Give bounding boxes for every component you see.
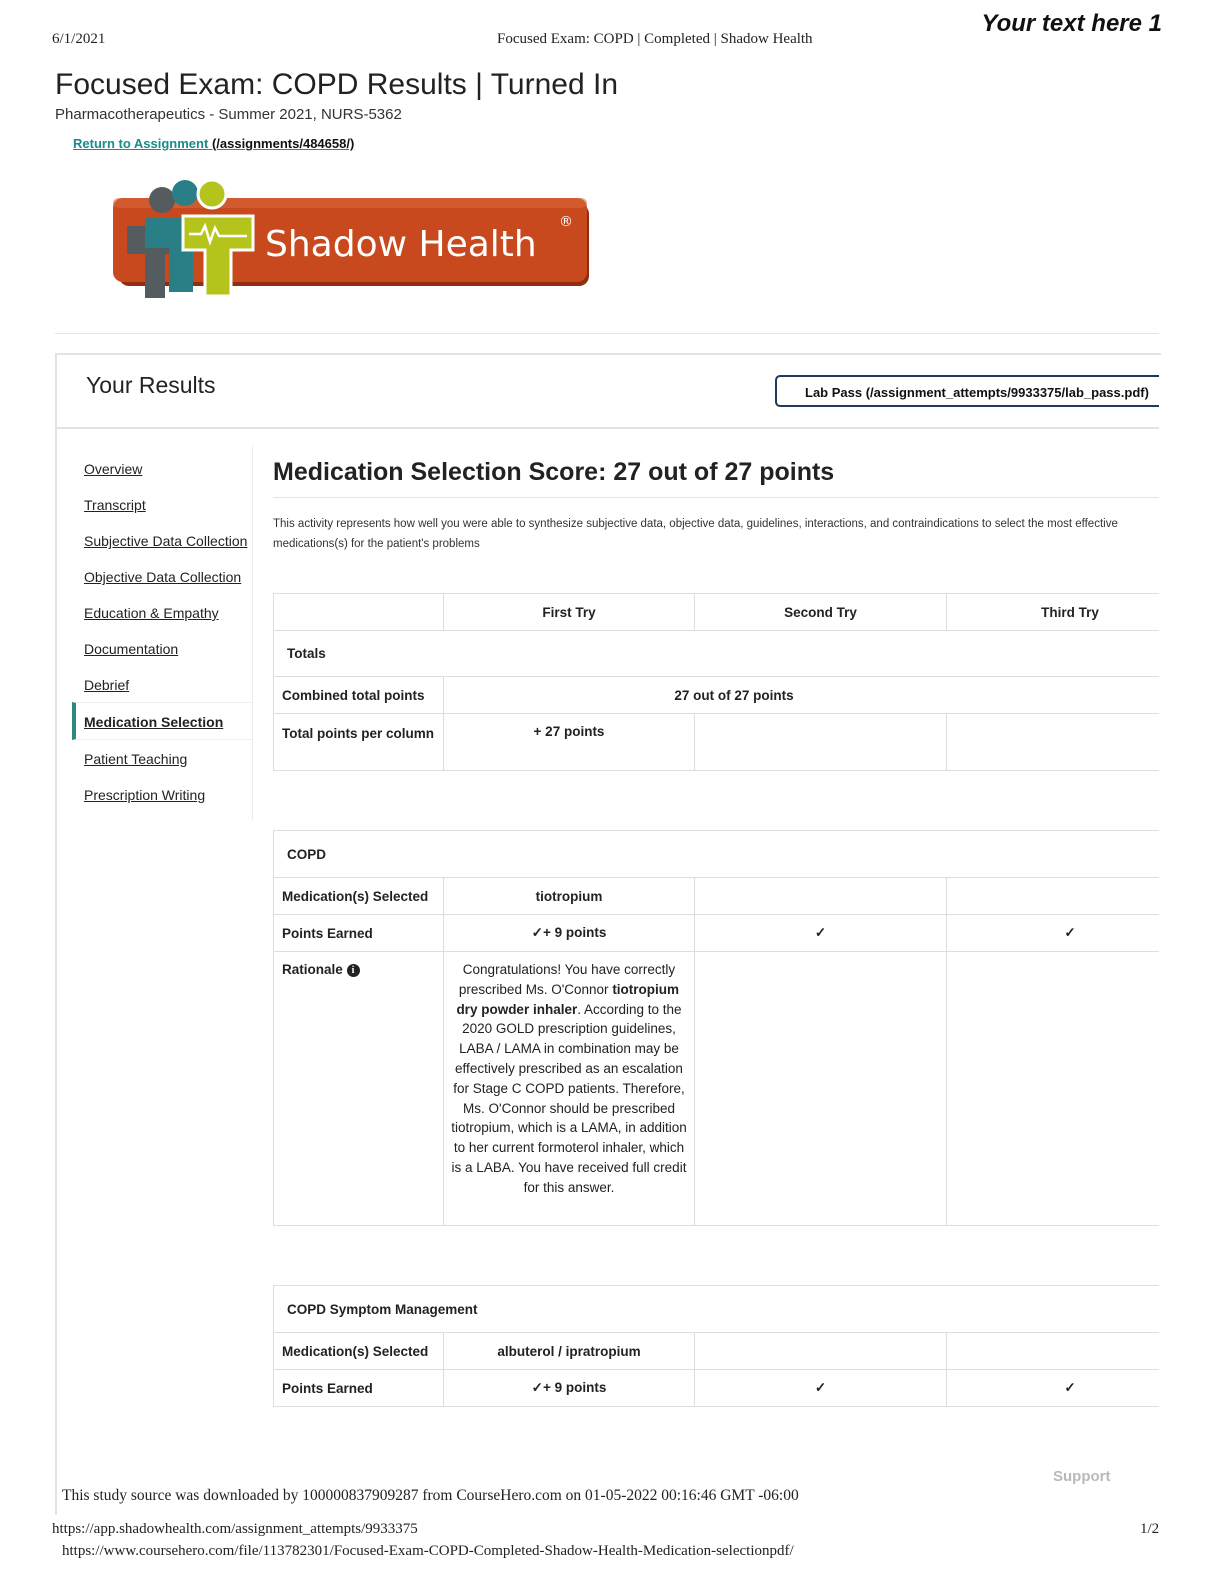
per-column-first-try: + 27 points <box>444 714 695 771</box>
copd-check-third-try: ✓ <box>947 915 1160 952</box>
symptom-medication-second-try <box>695 1333 947 1370</box>
section-title: Medication Selection Score: 27 out of 27 points <box>273 458 835 486</box>
copd-points-label: Points Earned <box>274 915 444 952</box>
sidenav-item-education-empathy[interactable]: Education & Empathy <box>84 605 219 621</box>
print-date: 6/1/2021 <box>52 31 106 47</box>
rationale-intro: Congratulations! You have correctly prescribed Ms. O'Connor <box>458 962 676 997</box>
course-name: Pharmacotherapeutics - Summer 2021, NURS-5362 <box>55 106 402 123</box>
footer-url: https://app.shadowhealth.com/assignment_attempts/9933375 <box>52 1521 418 1537</box>
logo-registered-mark: ® <box>559 214 573 230</box>
logo-wordmark: Shadow Health <box>265 224 537 265</box>
results-sidenav <box>72 450 252 812</box>
shadow-health-logo <box>105 178 595 308</box>
sidenav-item-subjective-data[interactable]: Subjective Data Collection <box>84 533 248 549</box>
totals-table-wrapper <box>273 593 1159 771</box>
sidenav-item-transcript[interactable]: Transcript <box>84 497 146 513</box>
rationale-body: . According to the 2020 GOLD prescription guidelines, LABA / LAMA in combination may be effectively prescribed as an escalation for Stage C COPD patients. Therefore, Ms. O'Connor should be prescribed tiotropium, which is a LAMA, in addition to her current formoterol inhaler, which is a LABA. You have received full credit for this answer. <box>451 1001 687 1195</box>
print-title: Focused Exam: COPD | Completed | Shadow Health <box>497 31 813 47</box>
page-title: Focused Exam: COPD Results | Turned In <box>55 68 619 101</box>
copd-rationale-second-try <box>695 952 947 1226</box>
sidenav-item-documentation[interactable]: Documentation <box>84 641 179 657</box>
return-link-path: (/assignments/484658/) <box>211 136 355 151</box>
sidenav-divider <box>252 445 253 820</box>
per-column-label: Total points per column <box>274 714 444 771</box>
copd-rationale-third-try <box>947 952 1160 1226</box>
divider <box>273 497 1159 498</box>
info-icon[interactable]: i <box>347 964 360 977</box>
per-column-second-try <box>695 714 947 771</box>
copd-table-wrapper <box>273 830 1159 1226</box>
column-header-first-try: First Try <box>444 594 695 631</box>
copd-points-first-try: ✓+ 9 points <box>444 915 695 952</box>
symptom-medication-first-try: albuterol / ipratropium <box>444 1333 695 1370</box>
per-column-third-try <box>947 714 1160 771</box>
sidenav-item-objective-data[interactable]: Objective Data Collection <box>84 569 242 585</box>
study-source-notice: This study source was downloaded by 100000837909287 from CourseHero.com on 01-05-2022 00:16:46 GMT -06:00 <box>62 1487 799 1504</box>
copd-table <box>273 830 1159 1226</box>
copd-heading: COPD <box>274 831 1160 878</box>
symptom-table <box>273 1285 1159 1407</box>
sidenav-item-debrief[interactable]: Debrief <box>84 677 130 693</box>
symptom-heading: COPD Symptom Management <box>274 1286 1160 1333</box>
combined-total-value: 27 out of 27 points <box>444 677 1160 714</box>
sidenav-item-prescription-writing[interactable]: Prescription Writing <box>84 787 206 803</box>
rationale-drug: tiotropium dry powder inhaler <box>456 981 680 1017</box>
footer-page-number: 1/2 <box>1140 1521 1160 1537</box>
totals-heading: Totals <box>274 631 1160 677</box>
sidenav-item-medication-selection[interactable]: Medication Selection <box>72 702 252 740</box>
copd-medication-second-try <box>695 878 947 915</box>
watermark-text: Your text here 1 <box>981 10 1162 37</box>
results-title: Your Results <box>86 372 216 398</box>
divider <box>55 333 1159 334</box>
copd-medication-label: Medication(s) Selected <box>274 878 444 915</box>
section-description: This activity represents how well you were able to synthesize subjective data, objective data, guidelines, interactions, and contraindications to select the most effective medications(s) for the patient's problems <box>273 518 1118 550</box>
support-button[interactable]: Support <box>1053 1468 1111 1485</box>
combined-total-label: Combined total points <box>274 677 444 714</box>
totals-table <box>273 593 1159 771</box>
copd-rationale-text <box>444 952 695 1226</box>
footer-source-url: https://www.coursehero.com/file/113782301/Focused-Exam-COPD-Completed-Shadow-Health-Medication-selectionpdf/ <box>62 1543 794 1559</box>
copd-rationale-label: Rationale <box>282 962 343 977</box>
lab-pass-button[interactable]: Lab Pass (/assignment_attempts/9933375/lab_pass.pdf) <box>775 375 1159 407</box>
symptom-medication-third-try <box>947 1333 1160 1370</box>
return-link-label: Return to Assignment <box>73 136 209 151</box>
copd-medication-first-try: tiotropium <box>444 878 695 915</box>
column-header-second-try: Second Try <box>695 594 947 631</box>
symptom-points-label: Points Earned <box>274 1370 444 1407</box>
return-to-assignment-link[interactable] <box>73 136 354 151</box>
sidenav-item-patient-teaching[interactable]: Patient Teaching <box>84 751 188 767</box>
symptom-table-wrapper <box>273 1285 1159 1407</box>
symptom-medication-label: Medication(s) Selected <box>274 1333 444 1370</box>
divider <box>57 427 1159 429</box>
sidenav-item-overview[interactable]: Overview <box>84 461 143 477</box>
symptom-check-third-try: ✓ <box>947 1370 1160 1407</box>
column-header-third-try: Third Try <box>947 594 1160 631</box>
copd-medication-third-try <box>947 878 1160 915</box>
symptom-points-first-try: ✓+ 9 points <box>444 1370 695 1407</box>
header-empty-cell <box>274 594 444 631</box>
copd-rationale-label-cell <box>274 952 444 1226</box>
copd-check-second-try: ✓ <box>695 915 947 952</box>
symptom-check-second-try: ✓ <box>695 1370 947 1407</box>
